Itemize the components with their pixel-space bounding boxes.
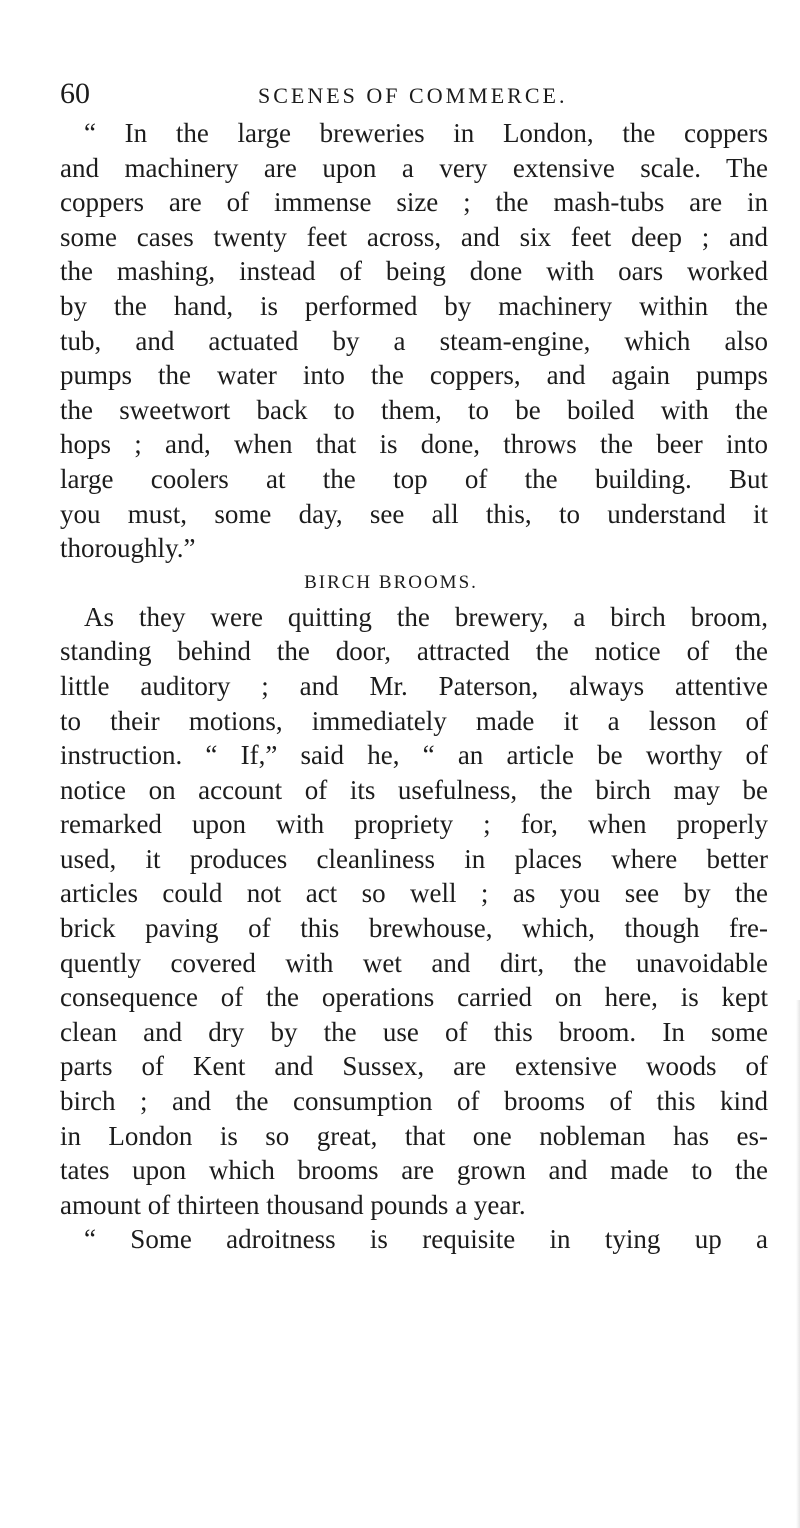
text-line: to their motions, immediately made it a lesson of bbox=[60, 705, 768, 736]
page-edge-shadow bbox=[796, 1000, 800, 1528]
text-line: the sweetwort back to them, to be boiled with the bbox=[60, 394, 768, 425]
text-line: consequence of the operations carried on here, is kept bbox=[60, 982, 768, 1013]
text-line: articles could not act so well ; as you see by the bbox=[60, 878, 768, 909]
text-line: tates upon which brooms are grown and made to the bbox=[60, 1155, 768, 1186]
text-line: remarked upon with propriety ; for, when properly bbox=[60, 809, 768, 840]
text-line: hops ; and, when that is done, throws the beer into bbox=[60, 429, 768, 460]
text-line: standing behind the door, attracted the notice of the bbox=[60, 636, 768, 667]
page-number: 60 bbox=[60, 77, 90, 110]
text-line: by the hand, is performed by machinery within the bbox=[60, 290, 768, 321]
section-heading: BIRCH BROOMS. bbox=[304, 571, 478, 593]
text-line: and machinery are upon a very extensive scale. The bbox=[60, 152, 768, 183]
text-line: quently covered with wet and dirt, the unavoidable bbox=[60, 947, 768, 978]
text-line: large coolers at the top of the building. But bbox=[60, 463, 768, 494]
text-line: used, it produces cleanliness in places where better bbox=[60, 843, 768, 874]
text-line: pumps the water into the coppers, and again pumps bbox=[60, 360, 768, 391]
text-line: instruction. “ If,” said he, “ an article be worthy of bbox=[60, 740, 768, 771]
text-line: the mashing, instead of being done with oars worked bbox=[60, 256, 768, 287]
text-line: tub, and actuated by a steam-engine, which also bbox=[60, 325, 768, 356]
text-line: little auditory ; and Mr. Paterson, always attentive bbox=[60, 670, 768, 701]
text-line: in London is so great, that one nobleman has es- bbox=[60, 1120, 768, 1151]
text-line: As they were quitting the brewery, a birch broom, bbox=[84, 601, 768, 632]
text-line: amount of thirteen thousand pounds a year. bbox=[60, 1189, 526, 1220]
running-title: SCENES OF COMMERCE. bbox=[258, 83, 568, 108]
text-line: “ In the large breweries in London, the coppers bbox=[84, 118, 768, 148]
paragraph-adroitness bbox=[60, 1222, 768, 1257]
text-line: you must, some day, see all this, to understand it bbox=[60, 498, 768, 529]
text-line: coppers are of immense size ; the mash-tubs are in bbox=[60, 187, 768, 218]
text-line: “ Some adroitness is requisite in tying up a bbox=[84, 1224, 768, 1255]
running-head bbox=[60, 72, 768, 116]
text-line: parts of Kent and Sussex, are extensive woods of bbox=[60, 1051, 768, 1082]
paragraph-breweries bbox=[60, 116, 768, 566]
text-line: clean and dry by the use of this broom. In some bbox=[60, 1016, 768, 1047]
text-line: brick paving of this brewhouse, which, though fre- bbox=[60, 913, 768, 944]
book-page bbox=[60, 72, 768, 1257]
text-line: some cases twenty feet across, and six feet deep ; and bbox=[60, 221, 768, 252]
text-line: birch ; and the consumption of brooms of this kind bbox=[60, 1086, 768, 1117]
paragraph-birch-brooms bbox=[60, 600, 768, 1223]
text-line: notice on account of its usefulness, the birch may be bbox=[60, 774, 768, 805]
text-line: thoroughly.” bbox=[60, 533, 196, 564]
